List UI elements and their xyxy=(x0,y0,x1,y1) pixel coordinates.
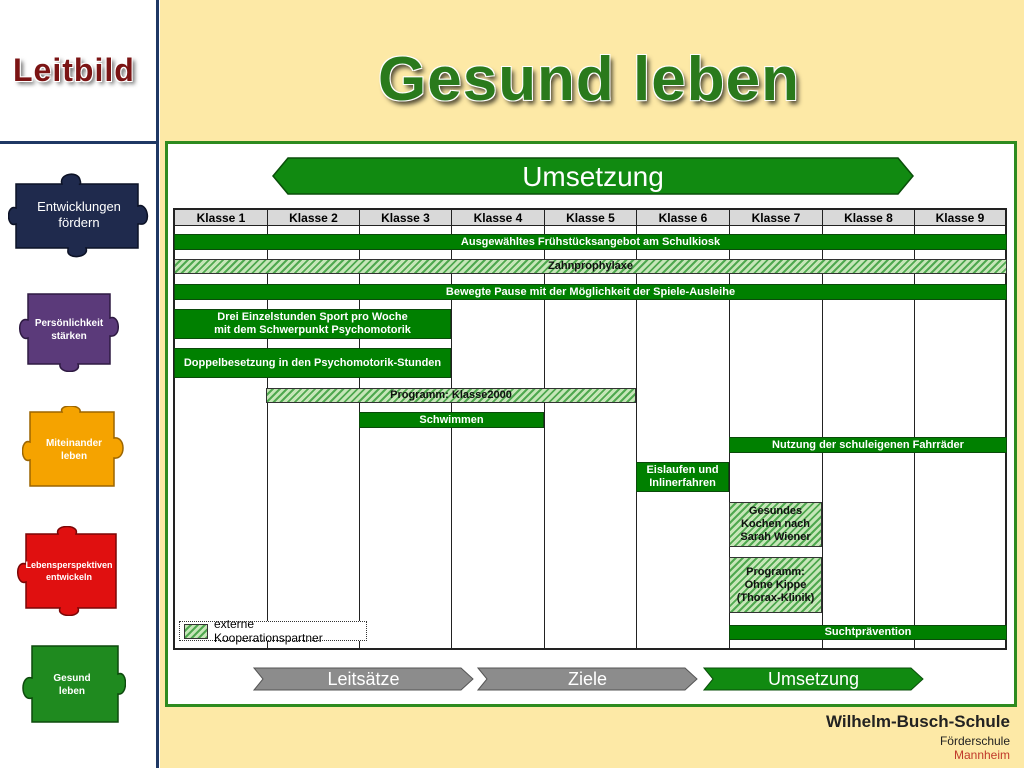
puzzle-label-line2: stärken xyxy=(51,331,87,342)
grid-column xyxy=(545,210,637,648)
nav-umsetzung-button[interactable] xyxy=(703,667,924,691)
puzzle-label-line1: Miteinander xyxy=(45,438,103,449)
bar-text-line: Programm: xyxy=(746,565,805,578)
puzzle-label-line2: entwickeln xyxy=(45,572,92,582)
bar-sport-psychomotorik xyxy=(174,309,451,339)
bar-schwimmen: Schwimmen xyxy=(359,412,544,428)
bar-text-line: Drei Einzelstunden Sport pro Woche xyxy=(217,311,408,323)
sidebar xyxy=(0,0,160,768)
grid-column xyxy=(637,210,730,648)
school-logo xyxy=(826,712,1010,762)
bar-eislaufen xyxy=(636,462,729,492)
column-header-klasse-7: Klasse 7 xyxy=(730,210,823,226)
legend-label: externe Kooperationspartner xyxy=(213,617,323,645)
column-header-klasse-8: Klasse 8 xyxy=(823,210,915,226)
puzzle-miteinander-leben[interactable] xyxy=(22,406,126,494)
hatch-swatch-icon xyxy=(184,624,208,639)
puzzle-label-line1: Gesund xyxy=(53,673,91,684)
puzzle-label-line1: Entwicklungen xyxy=(37,199,121,214)
grid-column xyxy=(452,210,545,648)
bar-klasse2000: Programm: Klasse2000 xyxy=(266,388,636,403)
leitbild-title[interactable]: Leitbild xyxy=(13,52,135,88)
banner-label: Umsetzung xyxy=(522,161,664,192)
bar-bewegte-pause: Bewegte Pause mit der Möglichkeit der Spiele-Ausleihe xyxy=(174,284,1007,300)
bar-gesundes-kochen xyxy=(729,502,822,547)
bar-text-line: mit dem Schwerpunkt Psychomotorik xyxy=(214,324,411,336)
bar-text-line: Sarah Wiener xyxy=(740,531,811,543)
column-header-klasse-2: Klasse 2 xyxy=(268,210,360,226)
column-header-klasse-6: Klasse 6 xyxy=(637,210,730,226)
column-header-klasse-1: Klasse 1 xyxy=(175,210,268,226)
bar-text-line: (Thorax-Klinik) xyxy=(736,591,815,604)
page-title: Gesund leben xyxy=(378,45,800,114)
puzzle-label-line2: fördern xyxy=(58,215,100,230)
bar-text-line: Ohne Kippe xyxy=(744,578,807,591)
puzzle-entwicklungen-foerdern[interactable] xyxy=(8,172,150,258)
column-header-klasse-5: Klasse 5 xyxy=(545,210,637,226)
puzzle-lebensperspektiven-entwickeln[interactable] xyxy=(16,526,122,616)
puzzle-label-line2: leben xyxy=(58,686,86,697)
bar-fahrraeder: Nutzung der schuleigenen Fahrräder xyxy=(729,437,1007,453)
column-header-klasse-4: Klasse 4 xyxy=(452,210,545,226)
school-type: Förderschule xyxy=(939,734,1010,748)
legend xyxy=(179,617,367,645)
nav-label: Umsetzung xyxy=(767,669,860,689)
grid-column xyxy=(175,210,268,648)
bar-text-line: Inlinerfahren xyxy=(649,477,716,489)
column-header-klasse-9: Klasse 9 xyxy=(915,210,1005,226)
puzzle-label-line2: leben xyxy=(60,451,88,462)
grid-column xyxy=(823,210,915,648)
nav-label: Ziele xyxy=(567,669,607,689)
puzzle-label-line1: Persönlichkeit xyxy=(34,318,104,329)
puzzle-persoenlichkeit-staerken[interactable] xyxy=(18,288,120,372)
bar-text-line: Eislaufen und xyxy=(646,464,719,476)
grid-column xyxy=(360,210,452,648)
column-header-klasse-3: Klasse 3 xyxy=(360,210,452,226)
puzzle-label-line1: Lebensperspektiven xyxy=(25,560,113,570)
bar-suchtpraevention: Suchtprävention xyxy=(729,625,1007,640)
bar-zahnprophylaxe: Zahnprophylaxe xyxy=(174,259,1007,274)
bar-ohne-kippe xyxy=(729,557,822,613)
school-name: Wilhelm-Busch-Schule xyxy=(825,712,1010,731)
puzzle-gesund-leben[interactable] xyxy=(18,640,126,730)
umsetzung-banner xyxy=(272,157,914,195)
grid-column xyxy=(268,210,360,648)
bar-fruehstuecksangebot: Ausgewähltes Frühstücksangebot am Schulkiosk xyxy=(174,234,1007,250)
nav-label: Leitsätze xyxy=(327,669,400,689)
school-city: Mannheim xyxy=(953,748,1010,762)
schedule-grid xyxy=(173,208,1007,650)
nav-ziele-button[interactable] xyxy=(477,667,698,691)
nav-leitsaetze-button[interactable] xyxy=(253,667,474,691)
bar-doppelbesetzung: Doppelbesetzung in den Psychomotorik-Stunden xyxy=(174,348,451,378)
bar-text-line: Gesundes xyxy=(748,505,803,517)
bar-text-line: Kochen nach xyxy=(740,518,811,530)
